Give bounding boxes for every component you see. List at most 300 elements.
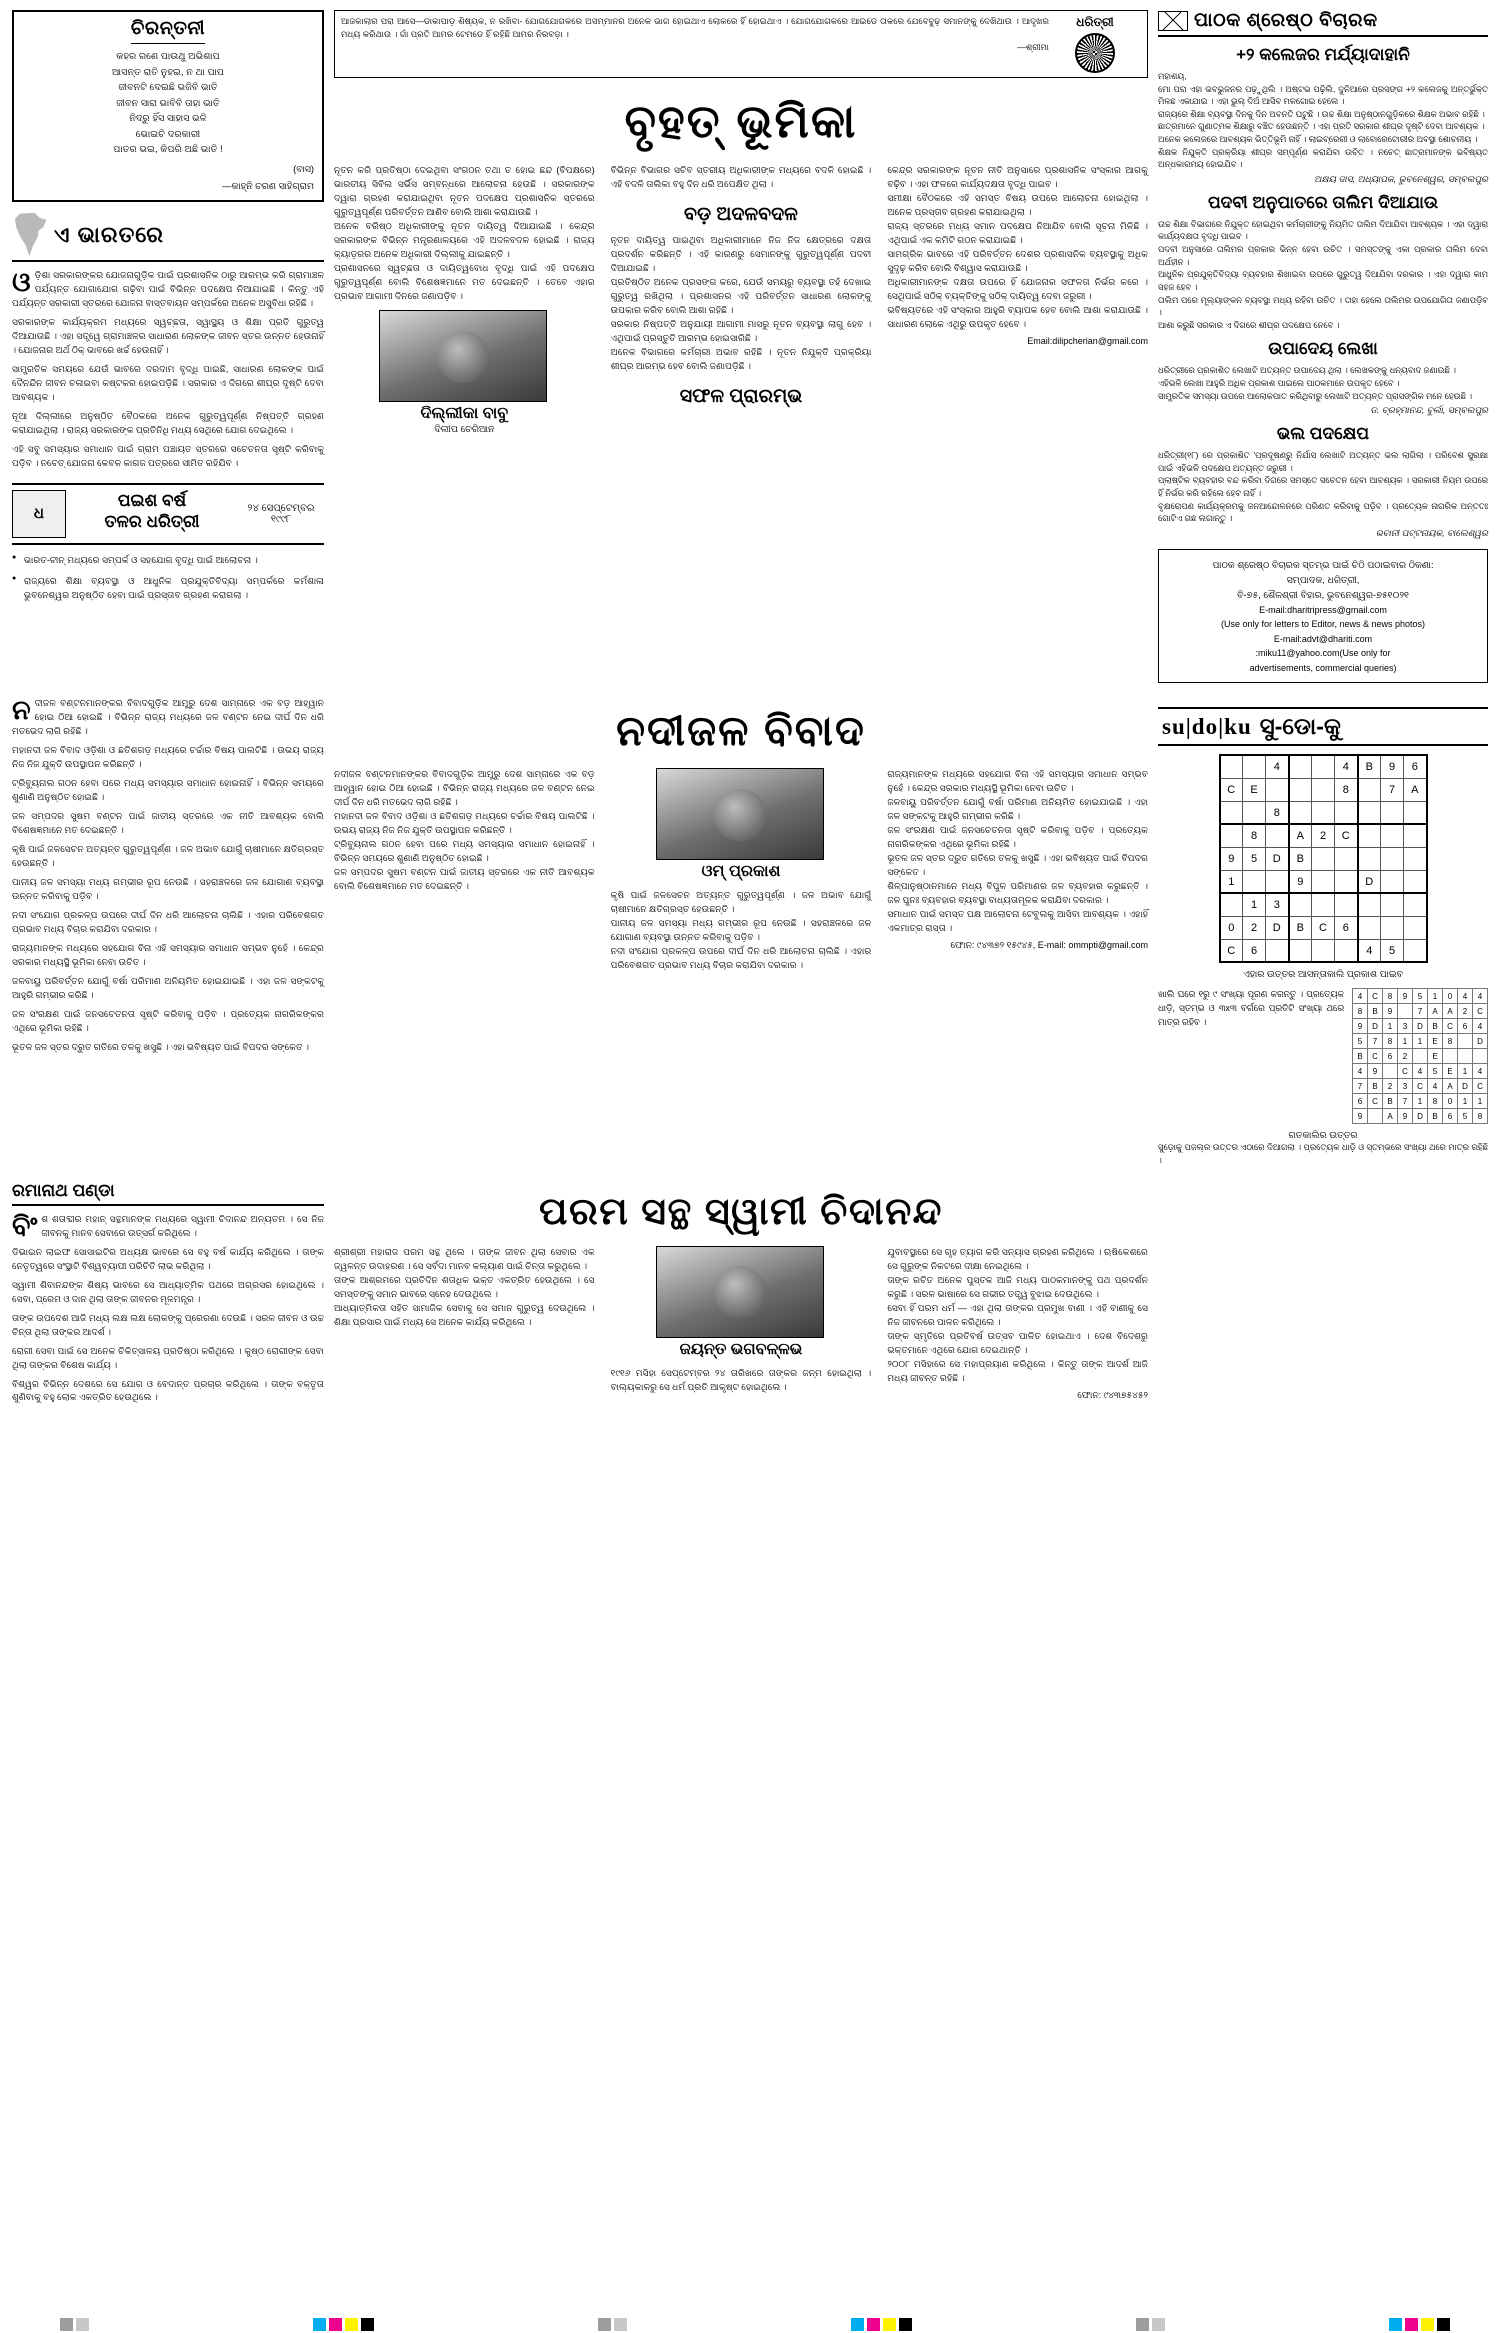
article1-para: ଅନେକ ବିଭାଗରେ କର୍ମଚାରୀ ଅଭାବ ରହିଛି । ନୂତନ ନିଯୁକ୍ତି ପ୍ରକ୍ରିୟା ଶୀଘ୍ର ଆରମ୍ଭ ହେବ ବୋଲି ଜଣାପଡ଼ିଛି । xyxy=(610,346,872,371)
sudoku-cell[interactable]: D xyxy=(1266,847,1289,870)
sudoku-cell[interactable]: B xyxy=(1289,916,1312,939)
article2-author-box xyxy=(656,768,826,881)
sudoku-cell[interactable] xyxy=(1381,847,1404,870)
sudoku-cell[interactable]: 6 xyxy=(1404,755,1427,778)
letter3-para: ଧରିତ୍ରୀରେ ପ୍ରକାଶିତ ଲେଖାଟି ଅତ୍ୟନ୍ତ ଉପାଦେୟ ଥିଲା । ଲେଖକଙ୍କୁ ଧନ୍ୟବାଦ ଜଣାଉଛି । xyxy=(1158,365,1456,376)
dharitri-brand-text: ଧରିତ୍ରୀ xyxy=(1076,15,1114,29)
archive-date: ୨୪ ସେପ୍ଟେମ୍ବର ୧୯୯୮ xyxy=(247,502,315,525)
sudoku-cell[interactable]: 2 xyxy=(1243,916,1266,939)
sidebar3-para: ତାଙ୍କ ଉପଦେଶ ଆଜି ମଧ୍ୟ ଲକ୍ଷ ଲକ୍ଷ ଲୋକଙ୍କୁ ପ୍ରେରଣା ଦେଉଛି । ସରଳ ଜୀବନ ଓ ଉଚ୍ଚ ଚିନ୍ତା ଥିଲା ତାଙ୍କର ଆଦର୍ଶ । xyxy=(12,1312,324,1337)
sudoku-cell[interactable] xyxy=(1381,893,1404,916)
reg-swatch-grey xyxy=(1136,2318,1149,2331)
article3-para: ୧୯୧୬ ମସିହା ସେପ୍ଟେମ୍ବର ୨୪ ତାରିଖରେ ତାଙ୍କର ଜନ୍ମ ହୋଇଥିଲା । ବାଲ୍ୟକାଳରୁ ସେ ଧର୍ମ ପ୍ରତି ଆକୃଷ୍ଟ ହୋଇଥିଲେ । xyxy=(610,1367,872,1392)
sudoku-cell[interactable]: 5 xyxy=(1381,939,1404,962)
answer-cell: E xyxy=(1428,1034,1443,1049)
sudoku-cell[interactable]: D xyxy=(1358,870,1381,893)
sudoku-cell[interactable]: 9 xyxy=(1381,755,1404,778)
answer-cell: 5 xyxy=(1458,1109,1473,1124)
author-photo xyxy=(656,768,824,860)
article3-headline: ପରମ ସନ୍ଥ ସ୍ୱାମୀ ଚିଦାନନ୍ଦ xyxy=(539,1190,943,1233)
reg-swatch-grey xyxy=(598,2318,611,2331)
article2-headline: ନଦୀଜଳ ବିବାଦ xyxy=(616,707,866,755)
answer-cell: C xyxy=(1473,1004,1488,1019)
answer-cell: C xyxy=(1413,1079,1428,1094)
answer-cell: 4 xyxy=(1473,1019,1488,1034)
reg-swatch-grey xyxy=(60,2318,73,2331)
answer-cell: 1 xyxy=(1428,989,1443,1004)
answer-cell: 9 xyxy=(1398,1109,1413,1124)
answer-cell: E xyxy=(1428,1049,1443,1064)
article3-para: ତାଙ୍କ ସ୍ମୃତିରେ ପ୍ରତିବର୍ଷ ଉତ୍ସବ ପାଳିତ ହୋଇଥାଏ । ଦେଶ ବିଦେଶରୁ ଭକ୍ତମାନେ ଏଥିରେ ଯୋଗ ଦେଇଥାନ୍ତି । xyxy=(887,1330,1148,1355)
answer-cell: 7 xyxy=(1353,1079,1368,1094)
answer-cell: 4 xyxy=(1473,989,1488,1004)
article1-email[interactable]: Email:dilipcherian@gmail.com xyxy=(1027,335,1148,346)
article3-para: ସେବା ହିଁ ପରମ ଧର୍ମ — ଏହା ଥିଲା ତାଙ୍କର ପ୍ରମୁଖ ବାଣୀ । ଏହି ବାଣୀକୁ ସେ ନିଜ ଜୀବନରେ ପାଳନ କରିଥିଲେ । xyxy=(887,1302,1148,1327)
sudoku-cell[interactable] xyxy=(1358,824,1381,847)
letter2-para: ତାଲିମ ପରେ ମୂଲ୍ୟାଙ୍କନ ବ୍ୟବସ୍ଥା ମଧ୍ୟ ରହିବା ଉଚିତ । ତାହା ହେଲେ ତାଲିମର ଉପଯୋଗିତା ଜଣାପଡ଼ିବ । xyxy=(1158,294,1488,318)
poem-attribution: (ବାସ) xyxy=(293,162,314,174)
answer-cell: D xyxy=(1473,1034,1488,1049)
sudoku-cell[interactable]: 9 xyxy=(1220,847,1243,870)
bharat-para: ଓଡ଼ିଶା ସରକାରଙ୍କର ଯୋଜନାଗୁଡ଼ିକ ପାଇଁ ପ୍ରଶାସନିକ ଠାରୁ ଆରମ୍ଭ କରି ଗ୍ରାମାଞ୍ଚଳ ପର୍ଯ୍ୟନ୍ତ ଯୋଗାଯୋଗ ଗଢ଼ିବା ପାଇଁ ବିଭିନ୍ନ ପଦକ୍ଷେପ ନିଆଯାଇଛି । କିନ୍ତୁ ଏହି ପର୍ଯ୍ୟନ୍ତ ସରକାରୀ ସ୍ତରରେ ଯୋଜନା ବାସ୍ତବାୟନ ସମ୍ପର୍କରେ ଅନେକ ଅସୁବିଧା ରହିଛି । xyxy=(12,266,324,308)
sudoku-cell[interactable]: 2 xyxy=(1312,824,1335,847)
archive-bullet: ● ଭାରତ-ଚୀନ୍ ମଧ୍ୟରେ ସମ୍ପର୍କ ଓ ସହଯୋଗ ବୃଦ୍ଧି ପାଇଁ ଆଲୋଚନା । xyxy=(12,553,324,567)
reg-swatch-black xyxy=(1437,2318,1450,2331)
answer-cell: 1 xyxy=(1458,1064,1473,1079)
poem-box xyxy=(12,10,324,202)
answer-cell: 9 xyxy=(1368,1064,1383,1079)
sudoku-cell[interactable] xyxy=(1312,755,1335,778)
sudoku-cell[interactable]: 7 xyxy=(1381,778,1404,801)
article1-author-box xyxy=(379,310,549,435)
reg-grey-2 xyxy=(598,2318,627,2331)
sudoku-cell[interactable] xyxy=(1404,847,1427,870)
letter3-title: ଉପାଦେୟ ଲେଖା xyxy=(1268,339,1378,359)
letter1-para: ଛାତ୍ରମାନେ ଗୁଣାତ୍ମକ ଶିକ୍ଷାରୁ ବଞ୍ଚିତ ହେଉଛନ୍ତି । ଏହା ପ୍ରତି ସରକାର ଶୀଘ୍ର ଦୃଷ୍ଟି ଦେବା ଆବଶ୍ୟକ । xyxy=(1158,121,1485,132)
reg-swatch-black xyxy=(899,2318,912,2331)
answer-cell: 6 xyxy=(1353,1094,1368,1109)
article2-para: ନଦୀ ସଂଯୋଗ ପ୍ରକଳ୍ପ ଉପରେ ଦୀର୍ଘ ଦିନ ଧରି ଆଲୋଚନା ଚାଲିଛି । ଏହାର ପରିବେଶଗତ ପ୍ରଭାବ ମଧ୍ୟ ବିଚାର କରାଯିବା ଦରକାର । xyxy=(610,946,872,971)
article2-para: ପାନୀୟ ଜଳ ସମସ୍ୟା ମଧ୍ୟ ଗମ୍ଭୀର ରୂପ ନେଉଛି । ସହରାଞ୍ଚଳରେ ଜଳ ଯୋଗାଣ ବ୍ୟବସ୍ଥା ଉନ୍ନତ କରିବାକୁ ପଡ଼ିବ । xyxy=(610,918,872,943)
letter2-para: ଆଧୁନିକ ପ୍ରଯୁକ୍ତିବିଦ୍ୟା ବ୍ୟବହାର ଶିଖାଇବା ଉପରେ ଗୁରୁତ୍ୱ ଦିଆଯିବା ଦରକାର । ଏହା ଦ୍ୱାରା କାମ ସହଜ ହେବ । xyxy=(1158,269,1488,292)
sudoku-cell[interactable] xyxy=(1312,801,1335,824)
article2-para: ରାଜ୍ୟମାନଙ୍କ ମଧ୍ୟରେ ସହଯୋଗ ବିନା ଏହି ସମସ୍ୟାର ସମାଧାନ ସମ୍ଭବ ନୁହେଁ । କେନ୍ଦ୍ର ସରକାର ମଧ୍ୟସ୍ଥି ଭୂମିକା ନେବା ଉଚିତ । xyxy=(887,769,1148,794)
article2-para: ନଦୀଜଳ ବଣ୍ଟନମାନଙ୍କର ବିବାଦଗୁଡ଼ିକ ଆମ୍ମ୍ରୁ ଦେଶ ସାମ୍ନାରେ ଏକ ବଡ଼ ଆହ୍ୱାନ ହୋଇ ଠିଆ ହୋଇଛି । ବିଭିନ୍ନ ରାଜ୍ୟ ମଧ୍ୟରେ ଜଳ ବଣ୍ଟନ ନେଇ ଦୀର୍ଘ ଦିନ ଧରି ମତଭେଦ ଲାଗି ରହିଛି । xyxy=(334,769,595,808)
left-column-2 xyxy=(12,697,324,1166)
sudoku-cell[interactable] xyxy=(1404,916,1427,939)
letter2-para: ପଦବୀ ଅନୁସାରେ ତାଲିମର ପ୍ରକାର ଭିନ୍ନ ହେବା ଉଚିତ । ସମସ୍ତଙ୍କୁ ଏକା ପ୍ରକାର ତାଲିମ ଦେବା ଅର୍ଥହୀନ । xyxy=(1158,244,1488,267)
middle-column xyxy=(334,10,1148,683)
right-rail xyxy=(1158,10,1488,683)
article1-author-role: ଦିଲୀପ ଚେରିଆନ xyxy=(434,422,495,434)
answer-cell xyxy=(1398,1004,1413,1019)
sudoku-cell[interactable]: 9 xyxy=(1289,870,1312,893)
contact-email-advt[interactable]: E-mail:advt@dhariti.com xyxy=(1273,633,1373,644)
article2-para: ଜଳ ସମ୍ପଦର ସୁଷମ ବଣ୍ଟନ ପାଇଁ ଜାତୀୟ ସ୍ତରରେ ଏକ ନୀତି ଆବଶ୍ୟକ ବୋଲି ବିଶେଷଜ୍ଞମାନେ ମତ ଦେଇଛନ୍ତି । xyxy=(334,867,595,892)
reg-swatch-grey xyxy=(1152,2318,1165,2331)
reg-swatch-magenta xyxy=(329,2318,342,2331)
letter4-title: ଭଲ ପଦକ୍ଷେପ xyxy=(1276,424,1370,444)
sudoku-cell[interactable] xyxy=(1312,893,1335,916)
answer-cell: 1 xyxy=(1458,1094,1473,1109)
letter4-para: ବୃକ୍ଷରୋପଣ କାର୍ଯ୍ୟକ୍ରମକୁ ଜନଆନ୍ଦୋଳନରେ ପରିଣତ କରିବାକୁ ପଡ଼ିବ । ପ୍ରତ୍ୟେକ ନାଗରିକ ଅନ୍ତତଃ ଗୋଟିଏ ଗଛ ଲଗାନ୍ତୁ । xyxy=(1158,500,1488,524)
third-row xyxy=(12,1181,1488,1406)
article2-author-name: ଓମ୍ ପ୍ରକାଶ xyxy=(701,863,781,881)
article3-author-box xyxy=(656,1246,826,1359)
color-registration-bar xyxy=(0,2315,1500,2333)
sudoku-cell[interactable]: 4 xyxy=(1266,755,1289,778)
contact-line3: ବି-୭୫, ଶୈଳଶ୍ରୀ ବିହାର, ଭୁବନେଶ୍ୱର-୭୫୧୦୨୧ xyxy=(1237,589,1409,601)
sudoku-cell[interactable] xyxy=(1312,870,1335,893)
answer-cell: C xyxy=(1368,989,1383,1004)
bharat-para: ନୂଆ ଦିଲ୍ଲୀରେ ଅନୁଷ୍ଠିତ ବୈଠକରେ ଅନେକ ଗୁରୁତ୍ୱପୂର୍ଣ୍ଣ ନିଷ୍ପତ୍ତି ଗ୍ରହଣ କରାଯାଇଥିଲା । ରାଜ୍ୟ ସରକାରଙ୍କ ପ୍ରତିନିଧି ମଧ୍ୟ ସେଥିରେ ଯୋଗ ଦେଇଥିଲେ । xyxy=(12,410,324,435)
archive-bullet: ● ରାଜ୍ୟରେ ଶିକ୍ଷା ବ୍ୟବସ୍ଥା ଓ ଆଧୁନିକ ପ୍ରଯୁକ୍ତିବିଦ୍ୟା ସମ୍ପର୍କରେ କର୍ମଶାଳା ଭୁବନେଶ୍ୱର ଅନୁଷ୍ଠିତ ହେବା ପାଇଁ ପ୍ରସ୍ତାବ ଗ୍ରହଣ କରାଗଲା । xyxy=(12,574,324,603)
answer-cell: B xyxy=(1383,1094,1398,1109)
sudoku-cell[interactable] xyxy=(1243,870,1266,893)
sudoku-cell[interactable] xyxy=(1220,755,1243,778)
bharat-section-header xyxy=(12,213,324,262)
sudoku-cell[interactable]: 8 xyxy=(1335,778,1358,801)
answer-cell: 8 xyxy=(1383,989,1398,1004)
answer-cell: C xyxy=(1443,1019,1458,1034)
answer-cell xyxy=(1368,1109,1383,1124)
answer-cell: C xyxy=(1473,1079,1488,1094)
poem-line: ପାତର ଭଇ, କିପରି ଅଛି ଭାତି ! xyxy=(113,144,223,156)
sudoku-cell[interactable] xyxy=(1335,939,1358,962)
reg-swatch-yellow xyxy=(345,2318,358,2331)
contact-box xyxy=(1158,549,1488,684)
second-row xyxy=(12,697,1488,1166)
sudoku-cell[interactable] xyxy=(1335,893,1358,916)
sudoku-cell[interactable] xyxy=(1289,755,1312,778)
article1-headline: ବୃହତ୍ ଭୂମିକା xyxy=(624,95,858,147)
letter2-para: ଆଶା କରୁଛି ସରକାର ଏ ଦିଗରେ ଶୀଘ୍ର ପଦକ୍ଷେପ ନେବେ । xyxy=(1158,319,1340,330)
sudoku-cell[interactable]: D xyxy=(1266,916,1289,939)
sidebar3-title: ରମାନାଥ ପଣ୍ଡା xyxy=(12,1181,324,1206)
answer-cell: 4 xyxy=(1353,1064,1368,1079)
sudoku-caption: ଏହାର ଉତ୍ତର ଆସନ୍ତାକାଲି ପ୍ରକାଶ ପାଇବ xyxy=(1243,968,1403,980)
letters-header xyxy=(1158,10,1488,37)
sudoku-cell[interactable] xyxy=(1289,893,1312,916)
sudoku-cell[interactable]: C xyxy=(1220,939,1243,962)
answer-cell: A xyxy=(1383,1109,1398,1124)
answer-cell: 8 xyxy=(1443,1034,1458,1049)
sudoku-cell[interactable]: 3 xyxy=(1266,893,1289,916)
poem-author: —କାହ୍ନି ଚରଣ ସାହିଗ୍ରାମ xyxy=(222,179,314,191)
bharat-cont-para: ପାନୀୟ ଜଳ ସମସ୍ୟା ମଧ୍ୟ ଗମ୍ଭୀର ରୂପ ନେଉଛି । ସହରାଞ୍ଚଳରେ ଜଳ ଯୋଗାଣ ବ୍ୟବସ୍ଥା ଉନ୍ନତ କରିବାକୁ ପଡ଼ିବ । xyxy=(12,877,324,902)
archive-title-line2: ତଳର ଧରିତ୍ରୀ xyxy=(104,511,200,531)
answer-cell: 9 xyxy=(1383,1004,1398,1019)
sudoku-cell[interactable]: 4 xyxy=(1358,939,1381,962)
sudoku-cell[interactable] xyxy=(1381,870,1404,893)
bharat-cont-para: ରାଜ୍ୟମାନଙ୍କ ମଧ୍ୟରେ ସହଯୋଗ ବିନା ଏହି ସମସ୍ୟାର ସମାଧାନ ସମ୍ଭବ ନୁହେଁ । କେନ୍ଦ୍ର ସରକାର ମଧ୍ୟସ୍ଥି ଭୂମିକା ନେବା ଉଚିତ । xyxy=(12,943,324,968)
bharat-cont-para: ଟ୍ରିବ୍ୟୁନାଲ ଗଠନ ହେବା ପରେ ମଧ୍ୟ ସମସ୍ୟାର ସମାଧାନ ହୋଇନାହିଁ । ବିଭିନ୍ନ ସମୟରେ ଶୁଣାଣି ଅନୁଷ୍ଠିତ ହୋଇଛି । xyxy=(12,778,324,803)
sidebar3-para: ବିଂଶ ଶତାବ୍ଦୀର ମହାନ୍ ସନ୍ଥମାନଙ୍କ ମଧ୍ୟରେ ସ୍ୱାମୀ ଚିଦାନନ୍ଦ ଅନ୍ୟତମ । ସେ ନିଜ ଜୀବନକୁ ମାନବ ସେବାରେ ଉତ୍ସର୍ଗ କରିଥିଲେ । xyxy=(12,1210,324,1241)
answer-cell: 4 xyxy=(1458,989,1473,1004)
answer-cell: 0 xyxy=(1443,1094,1458,1109)
sudoku-cell[interactable] xyxy=(1220,824,1243,847)
poem-line: ଭୋଇଚି ଦରକାରୀ xyxy=(135,128,201,140)
article3-para: ତାଙ୍କ ରଚିତ ଅନେକ ପୁସ୍ତକ ଆଜି ମଧ୍ୟ ପାଠକମାନଙ୍କୁ ପଥ ପ୍ରଦର୍ଶନ କରୁଛି । ସରଳ ଭାଷାରେ ସେ ଗଭୀର ତତ୍ତ୍ୱ ବୁଝାଇ ଦେଉଥିଲେ । xyxy=(887,1274,1148,1299)
answer-cell xyxy=(1383,1064,1398,1079)
answer-cell: 6 xyxy=(1443,1109,1458,1124)
author-photo xyxy=(379,310,547,402)
answer-cell: 8 xyxy=(1353,1004,1368,1019)
article2-contact[interactable]: ଫୋନ: ୯୪୩୭୨ ୧୫୯୪୫, E-mail: ommpti@gmail.com xyxy=(950,940,1148,951)
contact-note-news: (Use only for letters to Editor, news & news photos) xyxy=(1220,619,1426,630)
sudoku-cell[interactable] xyxy=(1312,939,1335,962)
reg-grey-3 xyxy=(1136,2318,1165,2331)
sudoku-cell[interactable] xyxy=(1404,801,1427,824)
reg-swatch-black xyxy=(361,2318,374,2331)
sudoku-cell[interactable]: A xyxy=(1289,824,1312,847)
answer-cell xyxy=(1473,1049,1488,1064)
sudoku-cell[interactable]: 5 xyxy=(1243,847,1266,870)
article1-body xyxy=(334,164,1148,435)
answer-cell: 1 xyxy=(1398,1034,1413,1049)
india-map-icon xyxy=(12,213,48,257)
article2-para: ଜଳବାୟୁ ପରିବର୍ତ୍ତନ ଯୋଗୁଁ ବର୍ଷା ପରିମାଣ ଅନିୟମିତ ହୋଇଯାଇଛି । ଏହା ଜଳ ସଙ୍କଟକୁ ଆହୁରି ଗମ୍ଭୀର କରିଛି । xyxy=(887,797,1148,822)
answer-cell: 5 xyxy=(1428,1064,1443,1079)
answer-cell: B xyxy=(1368,1004,1383,1019)
sudoku-cell[interactable]: C xyxy=(1220,778,1243,801)
contact-line2: ସମ୍ପାଦକ, ଧରିତ୍ରୀ, xyxy=(1286,574,1360,586)
sudoku-cell[interactable]: C xyxy=(1335,824,1358,847)
article3-para: ୨୦୦୮ ମସିହାରେ ସେ ମହାପ୍ରୟାଣ କରିଥିଲେ । କିନ୍ତୁ ତାଙ୍କ ଆଦର୍ଶ ଆଜି ମଧ୍ୟ ଜୀବନ୍ତ ରହିଛି । xyxy=(887,1358,1148,1383)
right-rail-2 xyxy=(1158,697,1488,1166)
sudoku-cell[interactable] xyxy=(1404,939,1427,962)
sudoku-answer-grid xyxy=(1352,988,1488,1124)
answer-cell: 6 xyxy=(1458,1019,1473,1034)
article2-para: ଟ୍ରିବ୍ୟୁନାଲ ଗଠନ ହେବା ପରେ ମଧ୍ୟ ସମସ୍ୟାର ସମାଧାନ ହୋଇନାହିଁ । ବିଭିନ୍ନ ସମୟରେ ଶୁଣାଣି ଅନୁଷ୍ଠିତ ହୋଇଛି । xyxy=(334,839,595,864)
article1-subhead: ବଡ଼ ଅଦଳବଦଳ xyxy=(684,203,798,225)
article1-para: ସମୀକ୍ଷା ବୈଠକରେ ଏହି ସମସ୍ତ ବିଷୟ ଉପରେ ଆଲୋଚନା ହୋଇଥିଲା । ଅନେକ ପ୍ରସ୍ତାବ ଗ୍ରହଣ କରାଯାଇଥିଲା । xyxy=(887,192,1148,217)
answer-cell: 2 xyxy=(1398,1049,1413,1064)
bharat-cont-para: ନଦୀଜଳ ବଣ୍ଟନମାନଙ୍କର ବିବାଦଗୁଡ଼ିକ ଆମ୍ମ୍ରୁ ଦେଶ ସାମ୍ନାରେ ଏକ ବଡ଼ ଆହ୍ୱାନ ହୋଇ ଠିଆ ହୋଇଛି । ବିଭିନ୍ନ ରାଜ୍ୟ ମଧ୍ୟରେ ଜଳ ବଣ୍ଟନ ନେଇ ଦୀର୍ଘ ଦିନ ଧରି ମତଭେଦ ଲାଗି ରହିଛି । xyxy=(12,695,324,737)
sudoku-cell[interactable] xyxy=(1312,778,1335,801)
reg-swatch-cyan xyxy=(851,2318,864,2331)
bharat-cont-para: କୃଷି ପାଇଁ ଜଳସେଚନ ଅତ୍ୟନ୍ତ ଗୁରୁତ୍ୱପୂର୍ଣ୍ଣ । ଜଳ ଅଭାବ ଯୋଗୁଁ ଚାଷୀମାନେ କ୍ଷତିଗ୍ରସ୍ତ ହେଉଛନ୍ତି । xyxy=(12,844,324,869)
sudoku-title: ସୁ-ଡୋ-କୁ xyxy=(1259,713,1341,740)
bharat-cont-para: ଜଳ ସମ୍ପଦର ସୁଷମ ବଣ୍ଟନ ପାଇଁ ଜାତୀୟ ସ୍ତରରେ ଏକ ନୀତି ଆବଶ୍ୟକ ବୋଲି ବିଶେଷଜ୍ଞମାନେ ମତ ଦେଇଛନ୍ତି । xyxy=(12,811,324,836)
answer-cell: C xyxy=(1368,1094,1383,1109)
answer-cell: 5 xyxy=(1353,1034,1368,1049)
sudoku-rules: ଖାଲି ଘରେ ୧ରୁ ୯ ସଂଖ୍ୟା ପୂରଣ କରନ୍ତୁ । ପ୍ରତ୍ୟେକ ଧାଡ଼ି, ସ୍ତମ୍ଭ ଓ ୩x୩ ବର୍ଗରେ ପ୍ରତିଟି ସଂଖ୍ୟା ଥରେ ମାତ୍ର ରହିବ । xyxy=(1158,989,1344,1027)
answer-cell: B xyxy=(1428,1019,1443,1034)
answer-cell: 8 xyxy=(1383,1034,1398,1049)
sudoku-cell[interactable]: 1 xyxy=(1220,870,1243,893)
middle-column-2 xyxy=(334,697,1148,1166)
sudoku-cell[interactable]: C xyxy=(1312,916,1335,939)
poem-line: ଜୀବନଟି ଦେଇଛି ଭଜିବି ଭାତି xyxy=(118,82,218,94)
sudoku-cell[interactable] xyxy=(1289,778,1312,801)
sudoku-cell[interactable] xyxy=(1381,916,1404,939)
answer-cell xyxy=(1443,1049,1458,1064)
article2-para: ଜଳ ସଂରକ୍ଷଣ ପାଇଁ ଜନସଚେତନତା ସୃଷ୍ଟି କରିବାକୁ ପଡ଼ିବ । ପ୍ରତ୍ୟେକ ନାଗରିକଙ୍କର ଏଥିରେ ଭୂମିକା ରହିଛି । xyxy=(887,825,1148,850)
answer-cell: 9 xyxy=(1353,1109,1368,1124)
answer-cell: 4 xyxy=(1353,989,1368,1004)
answer-cell: A xyxy=(1443,1004,1458,1019)
contact-email-alt[interactable]: :miku11@yahoo.com(Use only for xyxy=(1255,648,1391,659)
sudoku-cell[interactable] xyxy=(1381,801,1404,824)
bharat-para: ସାମ୍ପ୍ରତିକ ସମୟରେ ଯେଉଁ ଭାବରେ ଦରଦାମ ବୃଦ୍ଧି ପାଇଛି, ସାଧାରଣ ଲୋକଙ୍କ ପାଇଁ ଦୈନନ୍ଦିନ ଜୀବନ ଚଳାଇବା କଷ୍ଟକର ହୋଇପଡ଼ିଛି । ସରକାର ଏ ଦିଗରେ ଶୀଘ୍ର ଦୃଷ୍ଟି ଦେବା ଆବଶ୍ୟକ । xyxy=(12,363,324,402)
reg-cmyk-3 xyxy=(1389,2318,1450,2331)
article1-author-name: ଦିଲ୍ଲୀକା ବାବୁ xyxy=(420,404,509,422)
sudoku-answer-caption: ଗତକାଲିର ଉତ୍ତର xyxy=(1288,1129,1358,1141)
sudoku-cell[interactable]: 6 xyxy=(1335,916,1358,939)
answer-cell: D xyxy=(1413,1109,1428,1124)
sudoku-footer xyxy=(1158,988,1488,1124)
editorial-strip-text xyxy=(341,15,1049,73)
sudoku-cell[interactable]: 8 xyxy=(1243,824,1266,847)
answer-cell: C xyxy=(1368,1049,1383,1064)
dharitri-logo: ଧ xyxy=(12,490,66,538)
answer-cell: B xyxy=(1353,1049,1368,1064)
bharat-para: ଏହି ସବୁ ସମସ୍ୟାର ସମାଧାନ ପାଇଁ ଗ୍ରାମ ପଞ୍ଚାୟତ ସ୍ତରରେ ସଚେତନତା ସୃଷ୍ଟି କରିବାକୁ ପଡ଼ିବ । ନଚେତ୍ ଯୋଜନା କେବଳ କାଗଜ ପତ୍ରରେ ସୀମିତ ରହିଯିବ । xyxy=(12,443,324,468)
article3-para: ଯୁବାବସ୍ଥାରେ ସେ ଗୃହ ତ୍ୟାଗ କରି ସନ୍ୟାସ ଗ୍ରହଣ କରିଥିଲେ । ଋଷିକେଶରେ ସେ ଗୁରୁଙ୍କ ନିକଟରେ ଦୀକ୍ଷା ନେଇଥିଲେ । xyxy=(887,1246,1148,1271)
bharat-para: ସରକାରଙ୍କ କାର୍ଯ୍ୟକ୍ରମ ମଧ୍ୟରେ ସ୍ୱଚ୍ଛତା, ସ୍ୱାସ୍ଥ୍ୟ ଓ ଶିକ୍ଷା ପ୍ରତି ଗୁରୁତ୍ୱ ଦିଆଯାଉଛି । ଏହା ସତ୍ତ୍ୱେ ଗ୍ରାମାଞ୍ଚଳର ସାଧାରଣ ଲୋକଙ୍କ ଜୀବନ ସ୍ତର ଉନ୍ନତ ହେଉନାହିଁ । ଯୋଜନାର ଅର୍ଥ ଠିକ୍ ଭାବରେ ଖର୍ଚ୍ଚ ହେଉନାହିଁ । xyxy=(12,316,324,355)
right-rail-3 xyxy=(1158,1181,1488,1406)
article1-para: ବିଭିନ୍ନ ବିଭାଗର ସଚିବ ସ୍ତରୀୟ ଅଧିକାରୀଙ୍କ ମଧ୍ୟରେ ବଦଳି ହୋଇଛି । ଏହି ବଦଳି ତାଲିକା ବହୁ ଦିନ ଧରି ଅପେକ୍ଷିତ ଥିଲା । xyxy=(610,165,872,189)
contact-email-news[interactable]: E-mail:dharitripress@gmail.com xyxy=(1259,604,1387,615)
sudoku-cell[interactable] xyxy=(1289,801,1312,824)
letter1-para: ମୋ ପରା ଏହା ଭବଭୁଜନର ପଢ଼ୁଥିଲି । ଅଷ୍ଟଭ ପଢ଼ିଲି, ଦୁନିଆରେ ପ୍ରସଙ୍ଗ +୨ କଲେଜକୁ ଅନ୍ତର୍ଭୁକ୍ତ ମିଳଛ ଏକାଯାଇ । ଏହା ଭୁଲ୍ ଦିଅଁ ଆସିବ ମଳଗୋଇ ହେଲେ । xyxy=(1158,83,1488,107)
letter1-para: ଶିକ୍ଷକ ନିଯୁକ୍ତି ପ୍ରକ୍ରିୟା ଶୀଘ୍ର ସମ୍ପୂର୍ଣ୍ଣ କରାଯିବା ଉଚିତ । ନଚେତ୍ ଛାତ୍ରମାନଙ୍କ ଭବିଷ୍ୟତ ଅନ୍ଧକାରମୟ ହୋଇଯିବ । xyxy=(1158,146,1488,170)
sudoku-cell[interactable] xyxy=(1266,778,1289,801)
answer-cell: 7 xyxy=(1398,1094,1413,1109)
letter2-para: ଉଚ୍ଚ ଶିକ୍ଷା ବିଭାଗରେ ନିଯୁକ୍ତ ହୋଇଥିବା କର୍ମଚାରୀଙ୍କୁ ନିୟମିତ ତାଲିମ ଦିଆଯିବା ଆବଶ୍ୟକ । ଏହା ଦ୍ୱାରା କାର୍ଯ୍ୟଦକ୍ଷତା ବୃଦ୍ଧି ପାଇବ । xyxy=(1158,218,1488,242)
sudoku-cell[interactable] xyxy=(1358,847,1381,870)
poem-title: ଚିରନ୍ତନୀ xyxy=(131,18,205,44)
answer-cell: E xyxy=(1443,1064,1458,1079)
sudoku-cell[interactable] xyxy=(1266,824,1289,847)
answer-cell: 9 xyxy=(1353,1019,1368,1034)
bharat-cont-para: ମହାନଦୀ ଜଳ ବିବାଦ ଓଡ଼ିଶା ଓ ଛତିଶଗଡ଼ ମଧ୍ୟରେ ଚର୍ଚ୍ଚାର ବିଷୟ ପାଲଟିଛି । ଉଭୟ ରାଜ୍ୟ ନିଜ ନିଜ ଯୁକ୍ତି ଉପସ୍ଥାପନ କରିଛନ୍ତି । xyxy=(12,745,324,770)
sudoku-cell[interactable]: 1 xyxy=(1243,893,1266,916)
answer-cell: 9 xyxy=(1398,989,1413,1004)
left-column xyxy=(12,10,324,683)
reg-grey-1 xyxy=(60,2318,89,2331)
sudoku-cell[interactable] xyxy=(1220,801,1243,824)
bharat-section-title: ଏ ଭାରତରେ xyxy=(54,221,164,247)
contact-line1: ପାଠକ ଶ୍ରେଷ୍ଠ ବିଚାରକ ସ୍ତମ୍ଭ ପାଇଁ ଚିଠି ପଠାଇବାର ଠିକଣା: xyxy=(1212,558,1434,570)
article2-para: ମହାନଦୀ ଜଳ ବିବାଦ ଓଡ଼ିଶା ଓ ଛତିଶଗଡ଼ ମଧ୍ୟରେ ଚର୍ଚ୍ଚାର ବିଷୟ ପାଲଟିଛି । ଉଭୟ ରାଜ୍ୟ ନିଜ ନିଜ ଯୁକ୍ତି ଉପସ୍ଥାପନ କରିଛନ୍ତି । xyxy=(334,811,595,836)
letter1-para: ଅନେକ କଲେଜରେ ଆବଶ୍ୟକ ଭିତ୍ତିଭୂମି ନାହିଁ । ଲାଇବ୍ରେରୀ ଓ ଲାବୋରେଟୋରୀର ଅବସ୍ଥା ଶୋଚନୀୟ । xyxy=(1158,134,1478,145)
answer-cell: A xyxy=(1428,1004,1443,1019)
answer-cell: 8 xyxy=(1428,1094,1443,1109)
sudoku-cell[interactable]: 0 xyxy=(1220,916,1243,939)
answer-cell: 6 xyxy=(1383,1049,1398,1064)
answer-cell: 1 xyxy=(1383,1019,1398,1034)
sudoku-cell[interactable] xyxy=(1404,870,1427,893)
reg-swatch-yellow xyxy=(883,2318,896,2331)
dharitri-brand xyxy=(1049,15,1141,73)
sudoku-cell[interactable]: B xyxy=(1289,847,1312,870)
letter1-signature: ଅକ୍ଷୟ ଦାସ, ଅଧ୍ୟାପକ, ଭୁବନେଶ୍ୱର, ସମ୍ବଲପୁର xyxy=(1314,173,1488,184)
sudoku-cell[interactable] xyxy=(1358,778,1381,801)
poem-line: ନିଦ୍ରୁ ହିଁସ ସାହାସ ଭଳି xyxy=(129,113,207,125)
bharat-cont-para: ନଦୀ ସଂଯୋଗ ପ୍ରକଳ୍ପ ଉପରେ ଦୀର୍ଘ ଦିନ ଧରି ଆଲୋଚନା ଚାଲିଛି । ଏହାର ପରିବେଶଗତ ପ୍ରଭାବ ମଧ୍ୟ ବିଚାର କରାଯିବା ଦରକାର । xyxy=(12,910,324,935)
article3-para: ଶ୍ରୀଶ୍ରୀ ମହାରାଜ ପରମ ସନ୍ଥ ଥିଲେ । ତାଙ୍କ ଜୀବନ ଥିଲା ସେବାର ଏକ ଜ୍ୱଳନ୍ତ ଉଦାହରଣ । ସେ ସର୍ବଦା ମାନବ କଲ୍ୟାଣ ପାଇଁ ଚିନ୍ତା କରୁଥିଲେ । xyxy=(334,1246,595,1271)
sudoku-cell[interactable] xyxy=(1335,870,1358,893)
sudoku-grid[interactable] xyxy=(1219,754,1428,963)
sudoku-cell[interactable] xyxy=(1266,870,1289,893)
sudoku-cell[interactable] xyxy=(1381,824,1404,847)
sudoku-cell[interactable]: 6 xyxy=(1243,939,1266,962)
sudoku-logo: su|do|ku xyxy=(1162,713,1252,739)
sudoku-answer-note: ସୁଡ଼ୋକୁ ପଜଲ୍‌ର ଉତ୍ତର ଏଠାରେ ଦିଆଗଲା । ପ୍ରତ୍ୟେକ ଧାଡ଼ି ଓ ସ୍ତମ୍ଭରେ ସଂଖ୍ୟା ଥରେ ମାତ୍ର ରହିଛି । xyxy=(1158,1142,1488,1166)
answer-cell: B xyxy=(1428,1109,1443,1124)
sudoku-cell[interactable] xyxy=(1358,801,1381,824)
author-photo xyxy=(656,1246,824,1338)
sudoku-cell[interactable] xyxy=(1404,824,1427,847)
sudoku-cell[interactable] xyxy=(1243,801,1266,824)
sudoku-cell[interactable] xyxy=(1312,847,1335,870)
sudoku-cell[interactable] xyxy=(1289,939,1312,962)
answer-cell: 4 xyxy=(1413,1064,1428,1079)
article1-para: ଭବିଷ୍ୟତରେ ଏହି ସଂସ୍କାର ଆହୁରି ବ୍ୟାପକ ହେବ ବୋଲି ଆଶା କରାଯାଉଛି । ସାଧାରଣ ଲୋକେ ଏଥିରୁ ଉପକୃତ ହେବେ । xyxy=(887,304,1148,329)
answer-cell: 3 xyxy=(1398,1079,1413,1094)
article1-para: ପ୍ରତିଷ୍ଠିତ ଅନେକ ପ୍ରସଙ୍ଗ କରେ, ଯେଉଁ ସମୟରୁ ବ୍ୟବସ୍ଥା ତହଁ ଦେଖାଇ ଗୁରୁତ୍ୱ ରଖିଥିଲା । ପ୍ରଶାସନର ଏହି ପରିବର୍ତ୍ତନ ସାଧାରଣ ଲୋକଙ୍କୁ ଉପକାର କରିବ ବୋଲି ଆଶା ରହିଛି । xyxy=(610,276,872,315)
sudoku-cell[interactable] xyxy=(1335,801,1358,824)
letter4-para: ଧରିତ୍ରୀ(୧୮) ରେ ପ୍ରକାଶିତ 'ପ୍ରଦୂଷଣରୁ ନିର୍ଯାସ ଲେଖାଟି ଅତ୍ୟନ୍ତ ଭଲ ଲାଗିଲା । ପରିବେଶ ସୁରକ୍ଷା ପାଇଁ ଏହିଭଳି ପଦକ୍ଷେପ ଅତ୍ୟନ୍ତ ଜରୁରୀ । xyxy=(1158,450,1488,473)
sudoku-cell[interactable]: B xyxy=(1358,755,1381,778)
archive-title xyxy=(74,490,230,538)
answer-cell: A xyxy=(1443,1079,1458,1094)
answer-cell xyxy=(1458,1049,1473,1064)
article3-author-name: ଜୟନ୍ତ ଭଗବଳ୍ଳଭ xyxy=(679,1340,803,1358)
sudoku-cell[interactable] xyxy=(1358,916,1381,939)
article1-para: କେନ୍ଦ୍ର ସରକାରଙ୍କ ନୂତନ ନୀତି ଅନୁସାରେ ପ୍ରଶାସନିକ ସଂସ୍କାର ଆଗକୁ ବଢ଼ିବ । ଏହା ଫଳରେ କାର୍ଯ୍ୟଦକ୍ଷତା ବୃଦ୍ଧି ପାଇବ । xyxy=(887,165,1148,189)
article2-body xyxy=(334,768,1148,973)
article1-para: ନୂତନ ଦାୟିତ୍ୱ ପାଇଥିବା ଅଧିକାରୀମାନେ ନିଜ ନିଜ କ୍ଷେତ୍ରରେ ଦକ୍ଷତା ପ୍ରଦର୍ଶନ କରିଛନ୍ତି । ଏହି କାରଣରୁ ସେମାନଙ୍କୁ ଗୁରୁତ୍ୱପୂର୍ଣ୍ଣ ପଦବୀ ଦିଆଯାଇଛି । xyxy=(610,234,872,273)
sidebar3-para: ରୋଗୀ ସେବା ପାଇଁ ସେ ଅନେକ ଚିକିତ୍ସାଳୟ ପ୍ରତିଷ୍ଠା କରିଥିଲେ । କୁଷ୍ଠ ରୋଗୀଙ୍କ ସେବା ଥିଲା ତାଙ୍କର ବିଶେଷ କାର୍ଯ୍ୟ । xyxy=(12,1345,324,1370)
article2-para: କୃଷି ପାଇଁ ଜଳସେଚନ ଅତ୍ୟନ୍ତ ଗୁରୁତ୍ୱପୂର୍ଣ୍ଣ । ଜଳ ଅଭାବ ଯୋଗୁଁ ଚାଷୀମାନେ କ୍ଷତିଗ୍ରସ୍ତ ହେଉଛନ୍ତି । xyxy=(610,890,872,915)
sudoku-cell[interactable] xyxy=(1266,939,1289,962)
answer-cell: 2 xyxy=(1383,1079,1398,1094)
letter2-title: ପଦବୀ ଅନୁପାତରେ ତାଲିମ ଦିଆଯାଉ xyxy=(1207,192,1439,212)
sudoku-cell[interactable] xyxy=(1358,893,1381,916)
sudoku-cell[interactable] xyxy=(1335,847,1358,870)
article3-para: ତାଙ୍କ ଆଶ୍ରମରେ ପ୍ରତିଦିନ ଶତାଧିକ ଭକ୍ତ ଏକତ୍ରିତ ହେଉଥିଲେ । ସେ ସମସ୍ତଙ୍କୁ ସମାନ ଭାବରେ ସ୍ନେହ ଦେଉଥିଲେ । xyxy=(334,1274,595,1299)
sidebar3-para: ସ୍ୱାମୀ ଶିବାନନ୍ଦଙ୍କ ଶିଷ୍ୟ ଭାବରେ ସେ ଆଧ୍ୟାତ୍ମିକ ପଥରେ ଅଗ୍ରସର ହୋଇଥିଲେ । ସେବା, ପ୍ରେମ ଓ ଦାନ ଥିଲା ତାଙ୍କ ଜୀବନର ମୂଳମନ୍ତ୍ର । xyxy=(12,1279,324,1304)
article2-para: ସମାଧାନ ପାଇଁ ସମସ୍ତ ପକ୍ଷ ଆଲୋଚନା ଟେବୁଲକୁ ଆସିବା ଆବଶ୍ୟକ । ଏହାହିଁ ଏକମାତ୍ର ରାସ୍ତା । xyxy=(887,909,1148,934)
archive-box xyxy=(12,483,324,545)
letter1-salutation: ମହାଶୟ, xyxy=(1158,71,1187,81)
answer-cell: D xyxy=(1368,1019,1383,1034)
sudoku-cell[interactable] xyxy=(1220,893,1243,916)
letter4-para: ପ୍ଲାଷ୍ଟିକ ବ୍ୟବହାର ବନ୍ଦ କରିବା ଦିଗରେ ସମସ୍ତେ ସଚେତନ ହେବା ଆବଶ୍ୟକ । ସରକାରୀ ନିୟମ ଉପରେ ହିଁ ନିର୍ଭର କରି ରହିଲେ ହେବ ନାହିଁ । xyxy=(1158,475,1488,499)
letters-title: ପାଠକ ଶ୍ରେଷ୍ଠ ବିଚାରକ xyxy=(1194,10,1378,31)
reg-swatch-cyan xyxy=(313,2318,326,2331)
sudoku-cell[interactable]: 8 xyxy=(1266,801,1289,824)
sudoku-cell[interactable] xyxy=(1243,755,1266,778)
reg-swatch-grey xyxy=(614,2318,627,2331)
sidebar3-para: ବିଶ୍ୱର ବିଭିନ୍ନ ଦେଶରେ ସେ ଯୋଗ ଓ ବେଦାନ୍ତ ପ୍ରଚାର କରିଥିଲେ । ତାଙ୍କ ବକ୍ତୃତା ଶୁଣିବାକୁ ବହୁ ଲୋକ ଏକତ୍ରିତ ହେଉଥିଲେ । xyxy=(12,1378,324,1403)
bharat-cont-para: ଜଳ ସଂରକ୍ଷଣ ପାଇଁ ଜନସଚେତନତା ସୃଷ୍ଟି କରିବାକୁ ପଡ଼ିବ । ପ୍ରତ୍ୟେକ ନାଗରିକଙ୍କର ଏଥିରେ ଭୂମିକା ରହିଛି । xyxy=(12,1009,324,1034)
answer-cell: D xyxy=(1458,1079,1473,1094)
sudoku-cell[interactable]: E xyxy=(1243,778,1266,801)
sudoku-cell[interactable]: A xyxy=(1404,778,1427,801)
article3-contact[interactable]: ଫୋନ: ୯୪୩୭୫୪୫୨ xyxy=(1077,1389,1148,1400)
sudoku-cell[interactable] xyxy=(1404,893,1427,916)
answer-cell: 1 xyxy=(1413,1034,1428,1049)
letter3-para: ସାମ୍ପ୍ରତିକ ସମସ୍ୟା ଉପରେ ଆଲୋକପାତ କରିଥିବାରୁ ଲେଖାଟି ଅତ୍ୟନ୍ତ ପ୍ରାସଙ୍ଗିକ ମନେ ହେଉଛି । xyxy=(1158,390,1473,401)
answer-cell: 8 xyxy=(1473,1109,1488,1124)
letter3-para: ଏହିଭଳି ଲେଖା ଆହୁରି ଅଧିକ ପ୍ରକାଶ ପାଇଲେ ପାଠକମାନେ ଉପକୃତ ହେବେ । xyxy=(1158,377,1400,388)
sudoku-header xyxy=(1158,707,1488,746)
sudoku-cell[interactable]: 4 xyxy=(1335,755,1358,778)
